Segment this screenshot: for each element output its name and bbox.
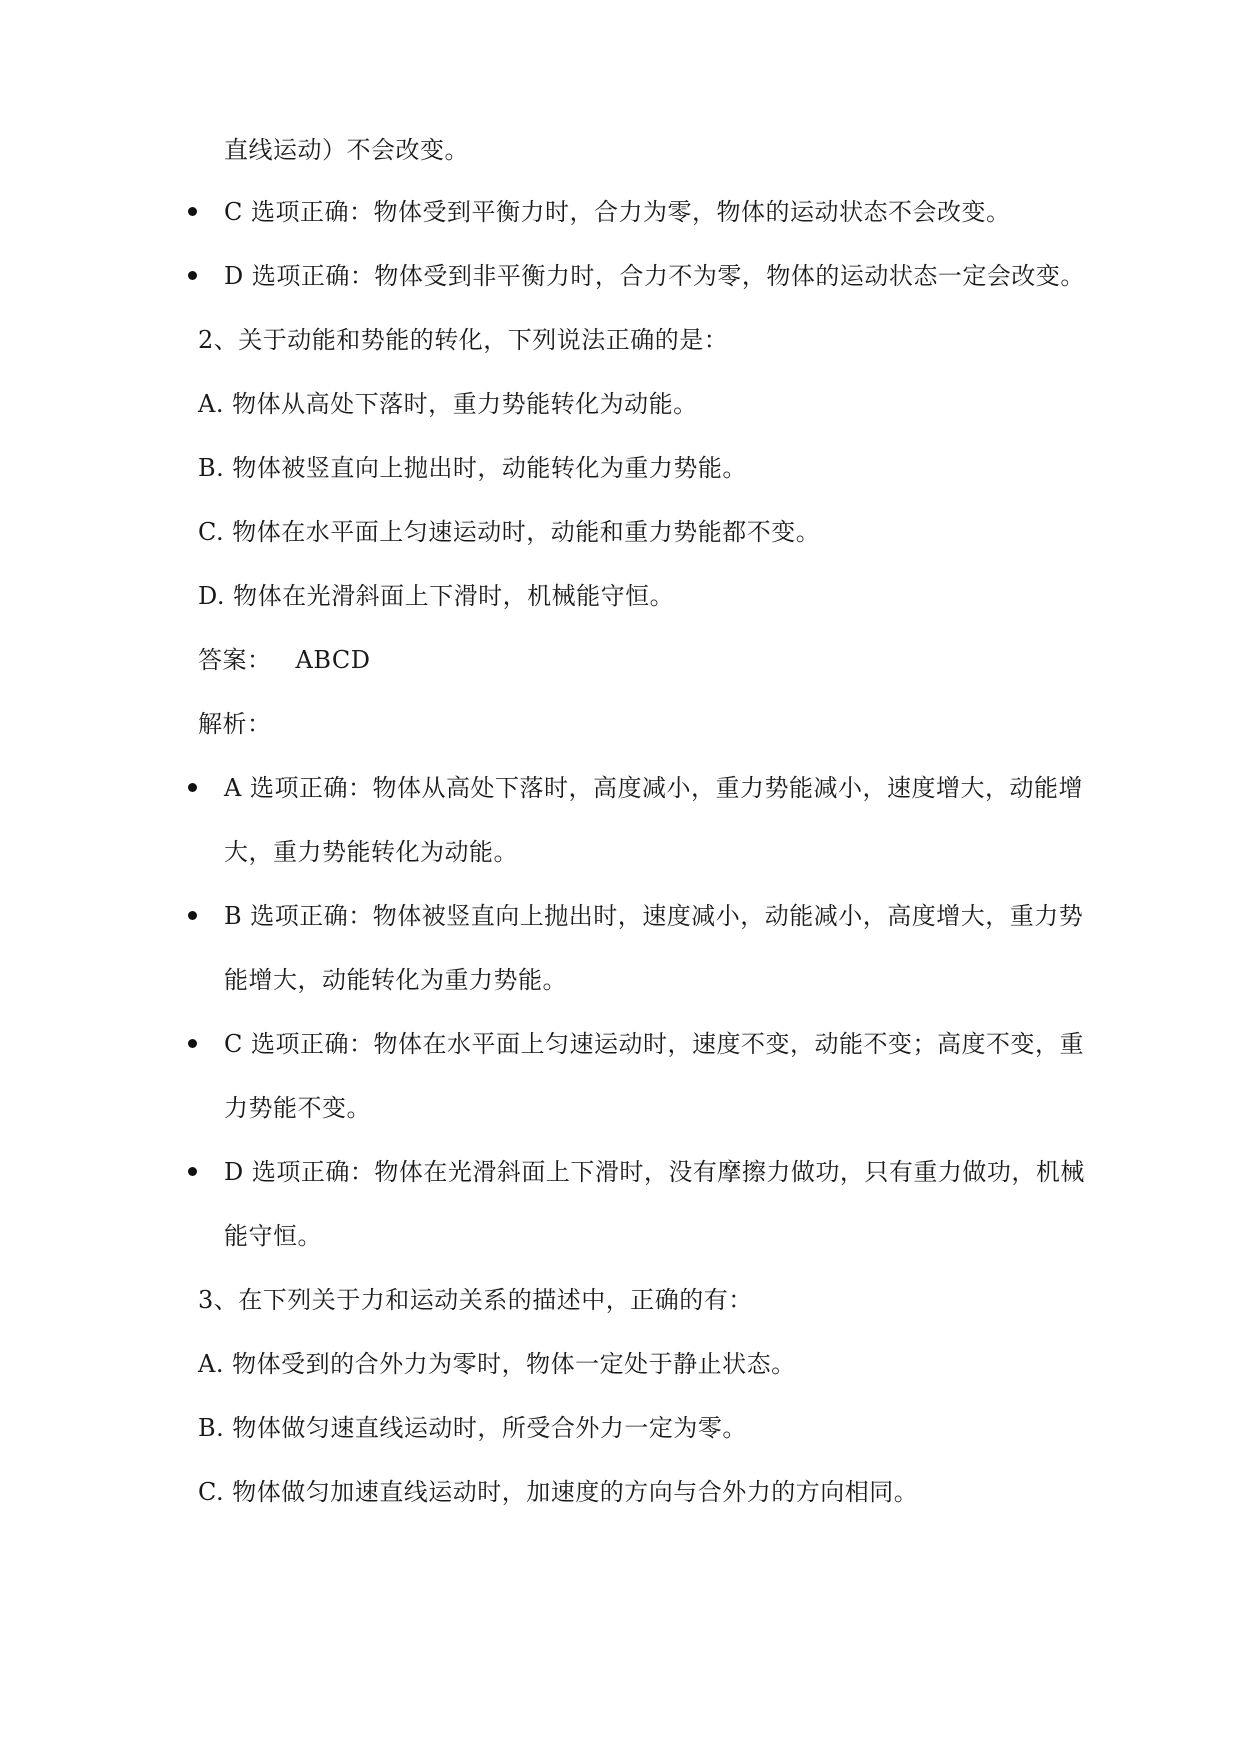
q2-analysis-label: 解析： — [198, 710, 272, 738]
q2-analysis-c-line2: 力势能不变。 — [224, 1094, 371, 1122]
bullet-dot — [188, 1039, 197, 1048]
q1-continuation-text: 直线运动）不会改变。 — [224, 136, 469, 164]
q3-option-b: B. 物体做匀速直线运动时，所受合外力一定为零。 — [198, 1414, 747, 1442]
q2-analysis-d-line1: D 选项正确：物体在光滑斜面上下滑时，没有摩擦力做功，只有重力做功，机械 — [224, 1158, 1085, 1186]
q2-stem: 2、关于动能和势能的转化，下列说法正确的是： — [198, 326, 729, 354]
q2-option-b: B. 物体被竖直向上抛出时，动能转化为重力势能。 — [198, 454, 747, 482]
q2-analysis-c-line1: C 选项正确：物体在水平面上匀速运动时，速度不变，动能不变；高度不变，重 — [224, 1030, 1084, 1058]
q2-option-a: A. 物体从高处下落时，重力势能转化为动能。 — [198, 390, 698, 418]
q1-analysis-c: C 选项正确：物体受到平衡力时，合力为零，物体的运动状态不会改变。 — [224, 198, 1011, 226]
answer-label: 答案： — [198, 646, 272, 674]
q3-option-c: C. 物体做匀加速直线运动时，加速度的方向与合外力的方向相同。 — [198, 1478, 919, 1506]
q2-analysis-a-line2: 大，重力势能转化为动能。 — [224, 838, 518, 866]
bullet-dot — [188, 271, 197, 280]
q2-analysis-d-line2: 能守恒。 — [224, 1222, 322, 1250]
q2-answer — [198, 644, 371, 676]
q2-option-d: D. 物体在光滑斜面上下滑时，机械能守恒。 — [198, 582, 675, 610]
bullet-dot — [188, 1167, 197, 1176]
bullet-dot — [188, 207, 197, 216]
q2-analysis-b-line2: 能增大，动能转化为重力势能。 — [224, 966, 567, 994]
q3-stem: 3、在下列关于力和运动关系的描述中，正确的有： — [198, 1286, 753, 1314]
bullet-dot — [188, 783, 197, 792]
bullet-dot — [188, 911, 197, 920]
q2-analysis-b-line1: B 选项正确：物体被竖直向上抛出时，速度减小，动能减小，高度增大，重力势 — [224, 902, 1084, 930]
q2-analysis-a-line1: A 选项正确：物体从高处下落时，高度减小，重力势能减小，速度增大，动能增 — [224, 774, 1083, 802]
q1-analysis-d: D 选项正确：物体受到非平衡力时，合力不为零，物体的运动状态一定会改变。 — [224, 262, 1085, 290]
answer-value: ABCD — [295, 646, 371, 674]
q3-option-a: A. 物体受到的合外力为零时，物体一定处于静止状态。 — [198, 1350, 796, 1378]
q2-option-c: C. 物体在水平面上匀速运动时，动能和重力势能都不变。 — [198, 518, 821, 546]
